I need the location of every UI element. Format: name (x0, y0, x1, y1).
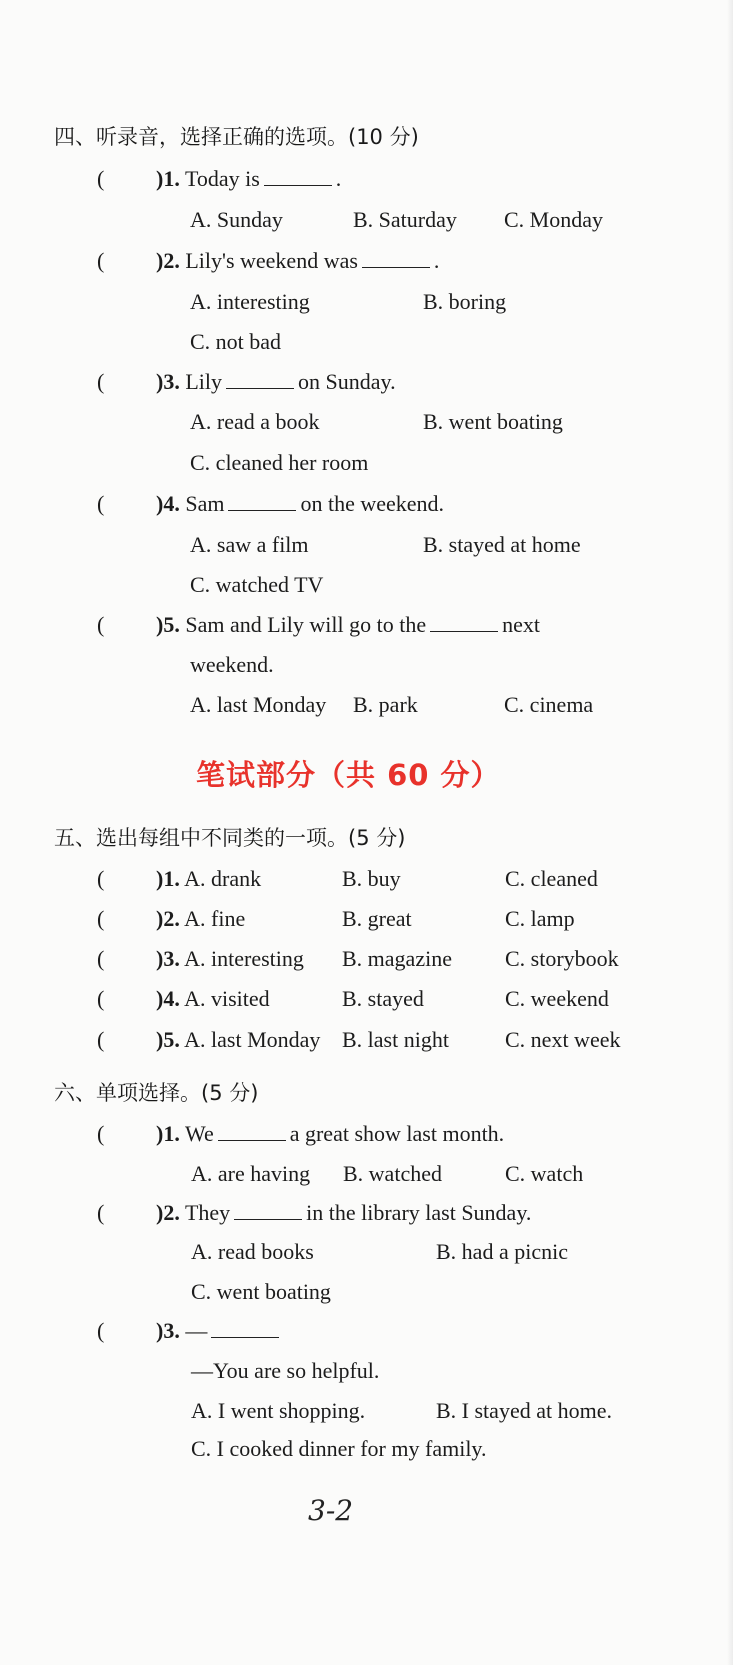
answer-paren: ( (97, 866, 105, 891)
answer-paren: ( (97, 1318, 105, 1343)
question-4-3: )3. Lily on Sunday. (156, 369, 396, 394)
page-edge-shadow (727, 0, 733, 1665)
question-6-2: )2. They in the library last Sunday. (156, 1200, 532, 1225)
answer-paren: ( (97, 248, 105, 273)
option-b: B. last night (342, 1027, 449, 1052)
question-5-5: )5. A. last Monday (156, 1027, 321, 1052)
answer-blank (430, 613, 498, 632)
option-b: B. Saturday (353, 207, 457, 232)
option-a: A. Sunday (190, 207, 283, 232)
question-4-1: )1. Today is . (156, 166, 342, 191)
answer-blank (234, 1201, 302, 1220)
option-c: C. cleaned her room (190, 450, 369, 475)
answer-blank (362, 249, 430, 268)
page-number: 3-2 (308, 1494, 354, 1527)
option-c: C. went boating (191, 1279, 331, 1304)
answer-blank (218, 1122, 286, 1141)
question-6-3: )3. — (156, 1318, 283, 1344)
option-c: C. lamp (505, 906, 575, 931)
option-c: C. watched TV (190, 572, 324, 597)
answer-blank (264, 167, 332, 186)
option-c: C. watch (505, 1161, 584, 1186)
answer-paren: ( (97, 1200, 105, 1225)
answer-paren: ( (97, 986, 105, 1011)
answer-blank (228, 492, 296, 511)
answer-paren: ( (97, 612, 105, 637)
answer-paren: ( (97, 946, 105, 971)
option-b: B. stayed at home (423, 532, 581, 557)
option-b: B. had a picnic (436, 1239, 568, 1264)
option-a: A. read books (191, 1239, 314, 1264)
section6-heading: 六、单项选择。(5 分) (54, 1081, 259, 1105)
option-a: A. last Monday (190, 692, 327, 717)
option-a: A. I went shopping. (191, 1398, 366, 1423)
answer-paren: ( (97, 1027, 105, 1052)
question-6-1: )1. We a great show last month. (156, 1121, 505, 1146)
answer-paren: ( (97, 166, 105, 191)
answer-paren: ( (97, 491, 105, 516)
question-4-5: )5. Sam and Lily will go to the next (156, 612, 540, 637)
option-a: A. read a book (190, 409, 320, 434)
question-5-4: )4. A. visited (156, 986, 270, 1011)
option-a: A. interesting (190, 289, 310, 314)
option-b: B. I stayed at home. (436, 1398, 612, 1423)
option-b: B. boring (423, 289, 507, 314)
question-5-2: )2. A. fine (156, 906, 246, 931)
section5-heading: 五、选出每组中不同类的一项。(5 分) (54, 826, 406, 850)
question-4-4: )4. Sam on the weekend. (156, 491, 445, 516)
question-6-3-reply: —You are so helpful. (191, 1358, 380, 1383)
option-c: C. I cooked dinner for my family. (191, 1436, 487, 1461)
answer-paren: ( (97, 1121, 105, 1146)
option-c: C. next week (505, 1027, 621, 1052)
option-c: C. storybook (505, 946, 619, 971)
option-c: C. weekend (505, 986, 609, 1011)
option-c: C. Monday (504, 207, 603, 232)
question-5-3: )3. A. interesting (156, 946, 304, 971)
option-b: B. great (342, 906, 412, 931)
answer-blank (211, 1319, 279, 1338)
option-c: C. not bad (190, 329, 282, 354)
question-4-5-continuation: weekend. (190, 652, 274, 677)
option-b: B. buy (342, 866, 401, 891)
option-b: B. magazine (342, 946, 452, 971)
answer-blank (226, 370, 294, 389)
section4-heading: 四、听录音，选择正确的选项。(10 分) (54, 125, 419, 149)
option-b: B. watched (343, 1161, 442, 1186)
option-b: B. park (353, 692, 418, 717)
answer-paren: ( (97, 369, 105, 394)
option-b: B. went boating (423, 409, 563, 434)
question-4-2: )2. Lily's weekend was . (156, 248, 440, 273)
option-a: A. are having (191, 1161, 311, 1186)
option-a: A. saw a film (190, 532, 309, 557)
question-5-1: )1. A. drank (156, 866, 262, 891)
option-c: C. cleaned (505, 866, 598, 891)
option-b: B. stayed (342, 986, 424, 1011)
answer-paren: ( (97, 906, 105, 931)
option-c: C. cinema (504, 692, 594, 717)
written-part-title: 笔试部分（共 60 分） (196, 758, 501, 792)
